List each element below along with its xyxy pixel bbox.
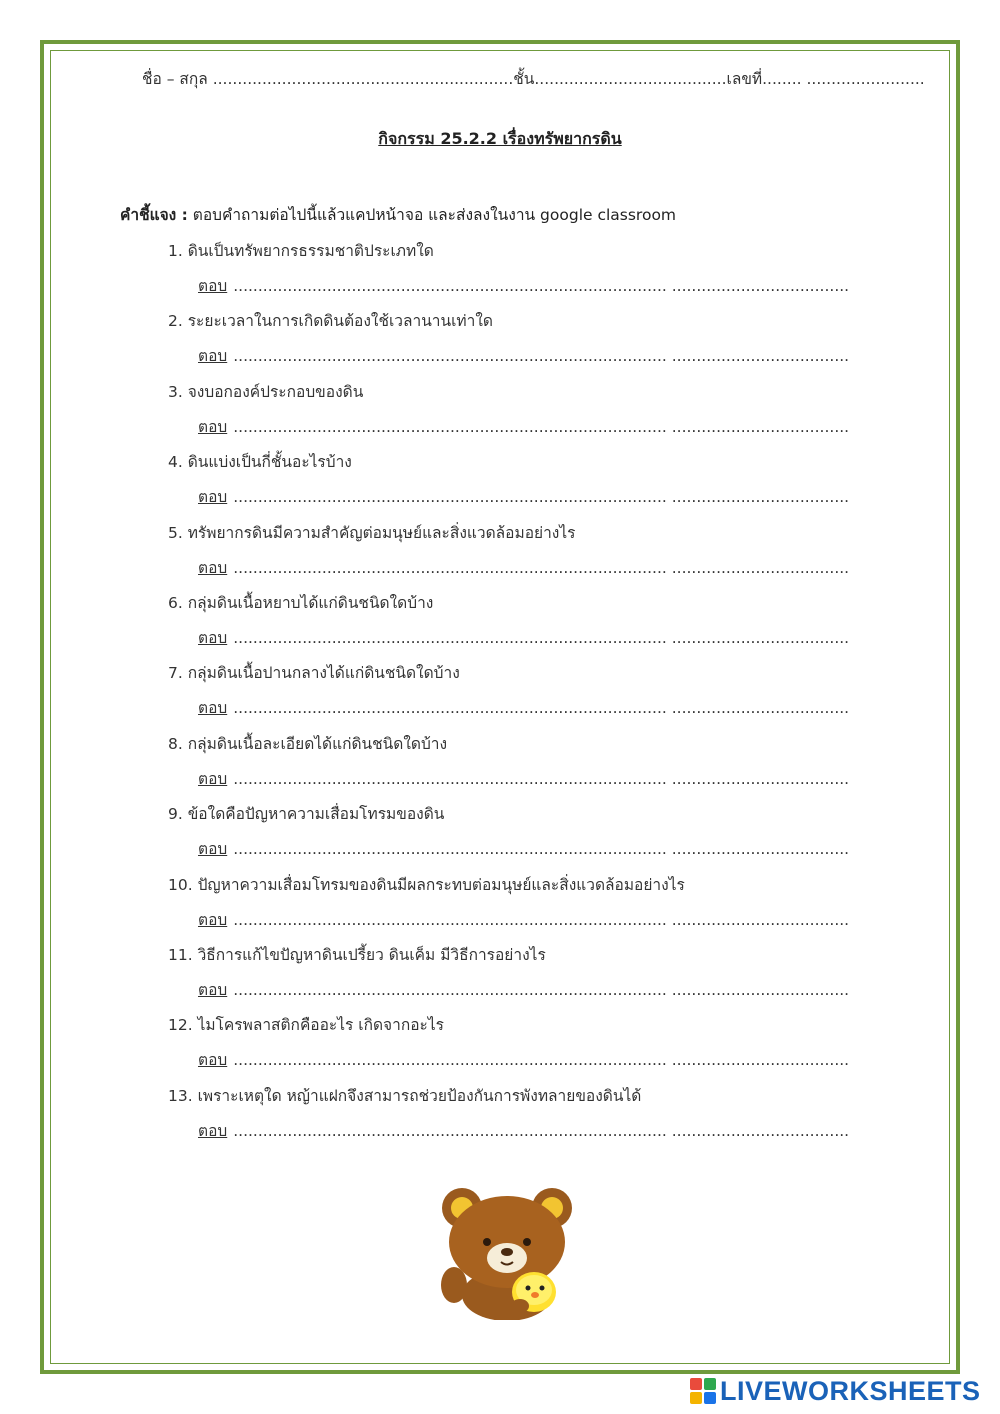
answer-blank[interactable]: ........................................................................................ .................................... xyxy=(233,910,850,929)
liveworksheets-wordmark: LIVEWORKSHEETS xyxy=(720,1375,981,1406)
worksheet-title: กิจกรรม 25.2.2 เรื่องทรัพยากรดิน xyxy=(378,129,622,148)
answer-blank[interactable]: ........................................................................................ .................................... xyxy=(233,347,850,366)
answer-blank[interactable]: ........................................................................................ .................................... xyxy=(233,840,850,859)
answer-blank[interactable]: ........................................................................................ .................................... xyxy=(233,417,850,436)
answer-line-3[interactable] xyxy=(198,414,849,439)
answer-blank[interactable]: ........................................................................................ .................................... xyxy=(233,629,850,647)
bear-mascot-illustration xyxy=(432,1180,582,1320)
answer-label: ตอบ xyxy=(198,558,228,577)
answer-blank[interactable]: ........................................................................................ .................................... xyxy=(233,699,850,718)
answer-blank[interactable]: ........................................................................................ .................................... xyxy=(233,558,850,577)
question-4: 4. ดินแบ่งเป็นกี่ชั้นอะไรบ้าง xyxy=(168,453,352,472)
answer-label: ตอบ xyxy=(198,840,228,859)
answer-line-6[interactable] xyxy=(198,625,849,650)
question-3: 3. จงบอกองค์ประกอบของดิน xyxy=(168,382,364,401)
liveworksheets-watermark xyxy=(690,1376,981,1406)
answer-blank[interactable]: ........................................................................................ .................................... xyxy=(233,1051,850,1070)
answer-label: ตอบ xyxy=(198,699,228,718)
question-12: 12. ไมโครพลาสติกคืออะไร เกิดจากอะไร xyxy=(168,1016,444,1035)
answer-line-9[interactable] xyxy=(198,836,849,861)
question-2: 2. ระยะเวลาในการเกิดดินต้องใช้เวลานานเท่าใด xyxy=(168,312,493,331)
answer-line-8[interactable] xyxy=(198,766,849,791)
answer-blank[interactable]: ........................................................................................ .................................... xyxy=(233,488,850,507)
question-8: 8. กลุ่มดินเนื้อละเอียดได้แก่ดินชนิดใดบ้าง xyxy=(168,734,448,753)
question-10: 10. ปัญหาความเสื่อมโทรมของดินมีผลกระทบต่อมนุษย์และสิ่งแวดล้อมอย่างไร xyxy=(168,875,685,894)
instructions-text: ตอบคำถามต่อไปนี้แล้วแคปหน้าจอ และส่งลงในงาน google classroom xyxy=(187,206,677,224)
liveworksheets-logo-icon xyxy=(690,1378,716,1404)
answer-label: ตอบ xyxy=(198,910,228,929)
answer-label: ตอบ xyxy=(198,981,228,999)
answer-line-1[interactable] xyxy=(198,273,849,298)
question-5: 5. ทรัพยากรดินมีความสำคัญต่อมนุษย์และสิ่งแวดล้อมอย่างไร xyxy=(168,523,576,542)
question-11: 11. วิธีการแก้ไขปัญหาดินเปรี้ยว ดินเค็ม มีวิธีการอย่างไร xyxy=(168,946,546,964)
question-13: 13. เพราะเหตุใด หญ้าแฝกจึงสามารถช่วยป้องกันการพังทลายของดินได้ xyxy=(168,1086,642,1105)
answer-line-11[interactable] xyxy=(198,977,849,1002)
question-9: 9. ข้อใดคือปัญหาความเสื่อมโทรมของดิน xyxy=(168,805,445,824)
answer-blank[interactable]: ........................................................................................ .................................... xyxy=(233,769,850,788)
answer-label: ตอบ xyxy=(198,769,228,788)
answer-line-4[interactable] xyxy=(198,484,849,509)
answer-line-10[interactable] xyxy=(198,907,849,932)
answer-label: ตอบ xyxy=(198,347,228,366)
answer-blank[interactable]: ........................................................................................ .................................... xyxy=(233,1121,850,1140)
name-class-number-line: ชื่อ – สกุล .............................................................ชั้น.......................................เลขที่........ ........................ xyxy=(142,70,925,88)
answer-label: ตอบ xyxy=(198,417,228,436)
answer-line-5[interactable] xyxy=(198,555,849,580)
answer-line-13[interactable] xyxy=(198,1118,849,1143)
answer-label: ตอบ xyxy=(198,277,228,295)
answer-label: ตอบ xyxy=(198,629,228,647)
answer-label: ตอบ xyxy=(198,1121,228,1140)
answer-label: ตอบ xyxy=(198,488,228,507)
answer-line-7[interactable] xyxy=(198,695,849,720)
question-6: 6. กลุ่มดินเนื้อหยาบได้แก่ดินชนิดใดบ้าง xyxy=(168,594,434,612)
question-7: 7. กลุ่มดินเนื้อปานกลางได้แก่ดินชนิดใดบ้าง xyxy=(168,664,460,683)
question-1: 1. ดินเป็นทรัพยากรธรรมชาติประเภทใด xyxy=(168,242,434,260)
answer-label: ตอบ xyxy=(198,1051,228,1070)
instructions xyxy=(120,202,676,227)
instructions-label: คำชี้แจง : xyxy=(120,206,188,224)
answer-blank[interactable]: ........................................................................................ .................................... xyxy=(233,981,850,999)
answer-line-12[interactable] xyxy=(198,1047,849,1072)
answer-line-2[interactable] xyxy=(198,343,849,368)
answer-blank[interactable]: ........................................................................................ .................................... xyxy=(233,277,850,295)
